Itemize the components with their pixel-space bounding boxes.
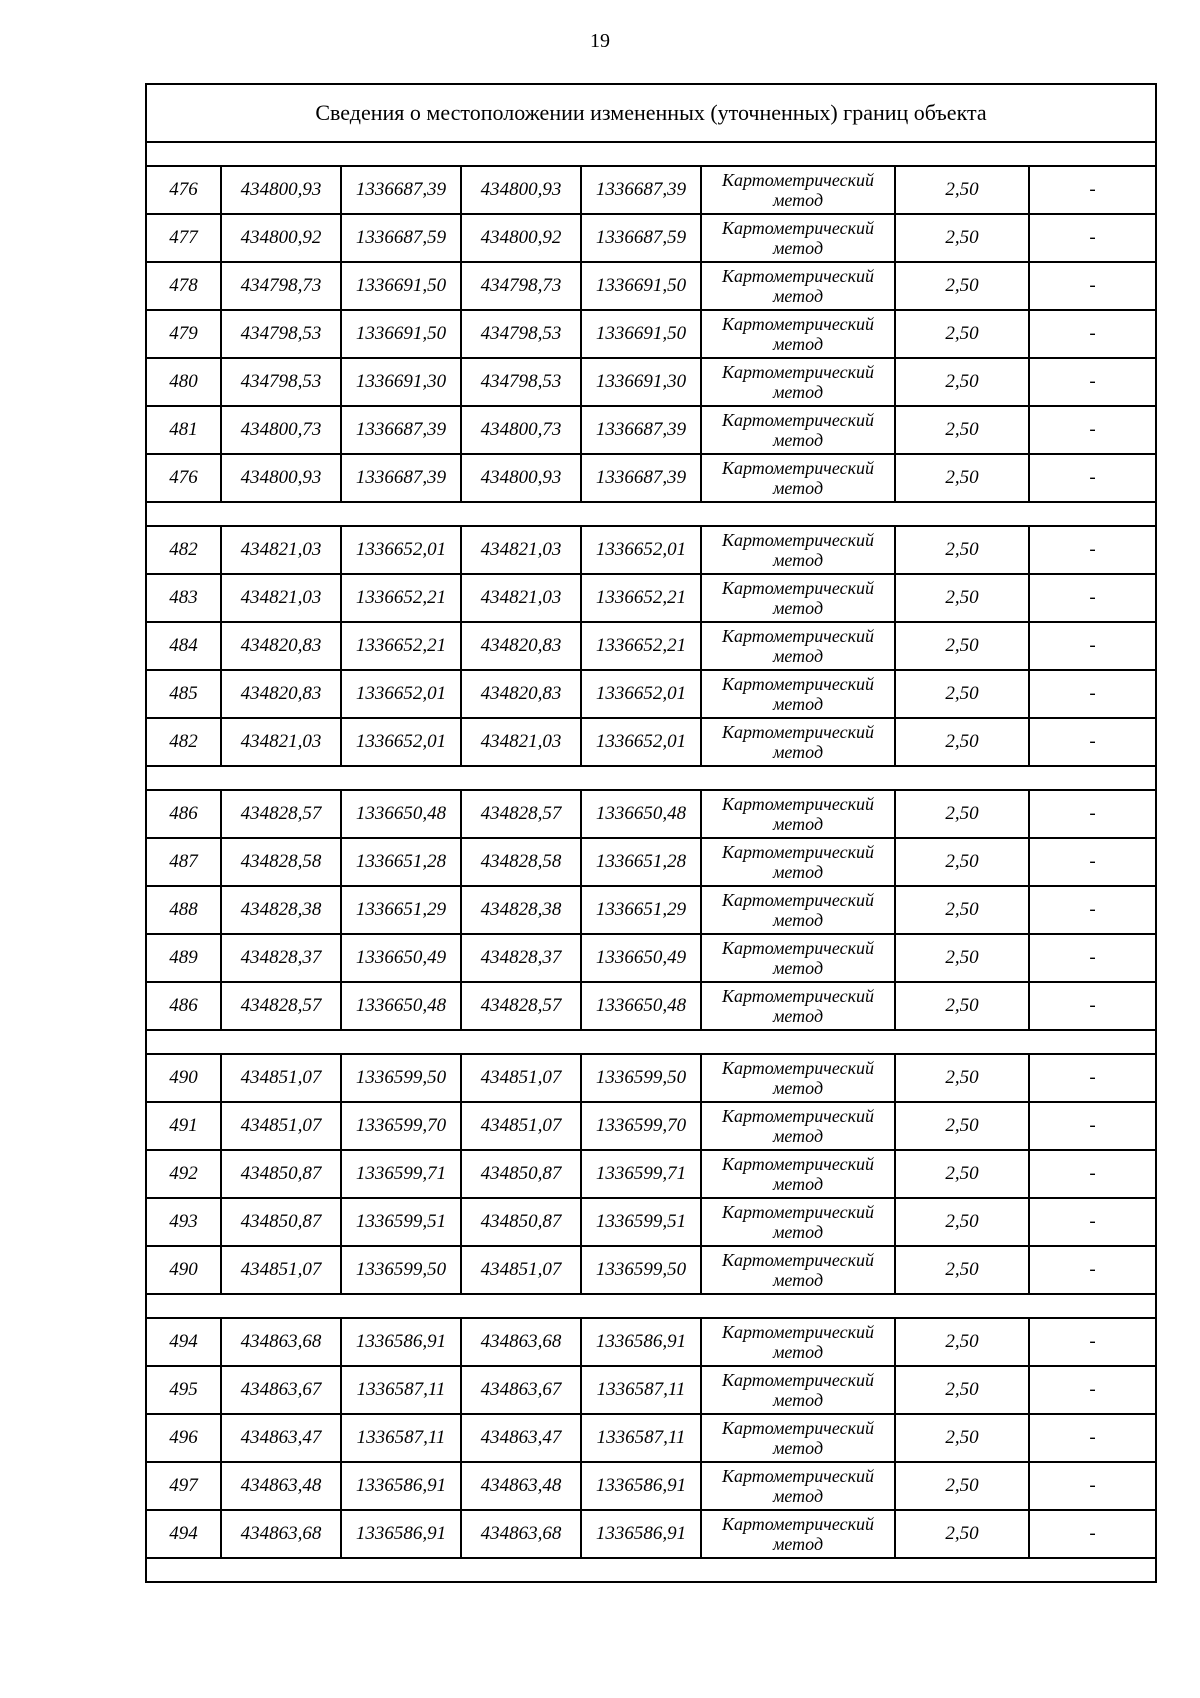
refined-x-cell: 434798,53 <box>461 358 581 406</box>
group-separator-row <box>146 1294 1156 1318</box>
existing-x-cell: 434863,47 <box>221 1414 341 1462</box>
existing-y-cell: 1336651,28 <box>341 838 461 886</box>
method-cell: Картометрический метод <box>701 310 895 358</box>
accuracy-cell: 2,50 <box>895 166 1029 214</box>
note-cell: - <box>1029 406 1156 454</box>
refined-y-cell: 1336691,50 <box>581 310 701 358</box>
existing-y-cell: 1336687,39 <box>341 454 461 502</box>
existing-x-cell: 434863,68 <box>221 1510 341 1558</box>
accuracy-cell: 2,50 <box>895 454 1029 502</box>
accuracy-cell: 2,50 <box>895 358 1029 406</box>
existing-x-cell: 434828,37 <box>221 934 341 982</box>
existing-y-cell: 1336587,11 <box>341 1366 461 1414</box>
group-separator-cell <box>146 142 1156 166</box>
point-number-cell: 487 <box>146 838 221 886</box>
refined-x-cell: 434821,03 <box>461 574 581 622</box>
accuracy-cell: 2,50 <box>895 982 1029 1030</box>
existing-x-cell: 434820,83 <box>221 622 341 670</box>
table-row <box>146 934 1156 982</box>
refined-x-cell: 434863,68 <box>461 1510 581 1558</box>
existing-x-cell: 434863,67 <box>221 1366 341 1414</box>
table-row <box>146 310 1156 358</box>
note-cell: - <box>1029 1150 1156 1198</box>
accuracy-cell: 2,50 <box>895 670 1029 718</box>
table-row <box>146 1318 1156 1366</box>
refined-x-cell: 434863,47 <box>461 1414 581 1462</box>
refined-y-cell: 1336652,21 <box>581 622 701 670</box>
existing-y-cell: 1336652,01 <box>341 526 461 574</box>
accuracy-cell: 2,50 <box>895 214 1029 262</box>
note-cell: - <box>1029 526 1156 574</box>
method-cell: Картометрический метод <box>701 262 895 310</box>
refined-y-cell: 1336586,91 <box>581 1510 701 1558</box>
method-cell: Картометрический метод <box>701 1246 895 1294</box>
refined-x-cell: 434800,73 <box>461 406 581 454</box>
note-cell: - <box>1029 1366 1156 1414</box>
existing-y-cell: 1336691,30 <box>341 358 461 406</box>
existing-x-cell: 434800,93 <box>221 166 341 214</box>
accuracy-cell: 2,50 <box>895 406 1029 454</box>
group-separator-cell <box>146 1558 1156 1582</box>
accuracy-cell: 2,50 <box>895 310 1029 358</box>
existing-y-cell: 1336691,50 <box>341 262 461 310</box>
existing-x-cell: 434850,87 <box>221 1198 341 1246</box>
method-cell: Картометрический метод <box>701 1510 895 1558</box>
refined-x-cell: 434851,07 <box>461 1102 581 1150</box>
refined-y-cell: 1336586,91 <box>581 1462 701 1510</box>
table-row <box>146 1246 1156 1294</box>
refined-y-cell: 1336651,28 <box>581 838 701 886</box>
refined-x-cell: 434863,67 <box>461 1366 581 1414</box>
existing-y-cell: 1336599,71 <box>341 1150 461 1198</box>
refined-x-cell: 434851,07 <box>461 1246 581 1294</box>
existing-x-cell: 434850,87 <box>221 1150 341 1198</box>
method-cell: Картометрический метод <box>701 1462 895 1510</box>
table-row <box>146 1366 1156 1414</box>
table-row <box>146 454 1156 502</box>
point-number-cell: 483 <box>146 574 221 622</box>
existing-y-cell: 1336650,48 <box>341 982 461 1030</box>
existing-y-cell: 1336651,29 <box>341 886 461 934</box>
refined-y-cell: 1336687,39 <box>581 454 701 502</box>
table-row <box>146 526 1156 574</box>
point-number-cell: 478 <box>146 262 221 310</box>
method-cell: Картометрический метод <box>701 886 895 934</box>
note-cell: - <box>1029 1318 1156 1366</box>
accuracy-cell: 2,50 <box>895 526 1029 574</box>
point-number-cell: 494 <box>146 1510 221 1558</box>
refined-x-cell: 434800,93 <box>461 454 581 502</box>
table-row <box>146 262 1156 310</box>
table-row <box>146 838 1156 886</box>
table-row <box>146 718 1156 766</box>
note-cell: - <box>1029 166 1156 214</box>
point-number-cell: 490 <box>146 1246 221 1294</box>
existing-y-cell: 1336586,91 <box>341 1510 461 1558</box>
existing-x-cell: 434798,53 <box>221 310 341 358</box>
refined-y-cell: 1336599,50 <box>581 1054 701 1102</box>
method-cell: Картометрический метод <box>701 718 895 766</box>
refined-y-cell: 1336599,71 <box>581 1150 701 1198</box>
group-separator-row <box>146 502 1156 526</box>
existing-x-cell: 434828,57 <box>221 790 341 838</box>
table-row <box>146 982 1156 1030</box>
method-cell: Картометрический метод <box>701 670 895 718</box>
existing-y-cell: 1336652,21 <box>341 622 461 670</box>
table-title-row <box>146 84 1156 142</box>
accuracy-cell: 2,50 <box>895 622 1029 670</box>
point-number-cell: 495 <box>146 1366 221 1414</box>
existing-x-cell: 434828,57 <box>221 982 341 1030</box>
note-cell: - <box>1029 622 1156 670</box>
table-row <box>146 214 1156 262</box>
method-cell: Картометрический метод <box>701 1198 895 1246</box>
refined-x-cell: 434800,92 <box>461 214 581 262</box>
method-cell: Картометрический метод <box>701 1150 895 1198</box>
refined-y-cell: 1336587,11 <box>581 1414 701 1462</box>
point-number-cell: 476 <box>146 166 221 214</box>
table-row <box>146 670 1156 718</box>
existing-y-cell: 1336687,59 <box>341 214 461 262</box>
existing-x-cell: 434800,92 <box>221 214 341 262</box>
refined-y-cell: 1336652,01 <box>581 526 701 574</box>
table-row <box>146 166 1156 214</box>
method-cell: Картометрический метод <box>701 358 895 406</box>
group-separator-cell <box>146 502 1156 526</box>
table-row <box>146 886 1156 934</box>
table-row <box>146 790 1156 838</box>
group-separator-cell <box>146 766 1156 790</box>
note-cell: - <box>1029 982 1156 1030</box>
table-row <box>146 1102 1156 1150</box>
existing-y-cell: 1336650,49 <box>341 934 461 982</box>
refined-x-cell: 434850,87 <box>461 1198 581 1246</box>
refined-y-cell: 1336586,91 <box>581 1318 701 1366</box>
point-number-cell: 496 <box>146 1414 221 1462</box>
note-cell: - <box>1029 1414 1156 1462</box>
table-row <box>146 1510 1156 1558</box>
existing-y-cell: 1336599,50 <box>341 1246 461 1294</box>
method-cell: Картометрический метод <box>701 1414 895 1462</box>
refined-y-cell: 1336599,70 <box>581 1102 701 1150</box>
note-cell: - <box>1029 310 1156 358</box>
existing-x-cell: 434828,38 <box>221 886 341 934</box>
group-separator-row <box>146 766 1156 790</box>
note-cell: - <box>1029 670 1156 718</box>
table-row <box>146 1414 1156 1462</box>
note-cell: - <box>1029 574 1156 622</box>
note-cell: - <box>1029 358 1156 406</box>
note-cell: - <box>1029 1462 1156 1510</box>
method-cell: Картометрический метод <box>701 406 895 454</box>
existing-x-cell: 434851,07 <box>221 1102 341 1150</box>
refined-y-cell: 1336687,39 <box>581 406 701 454</box>
refined-x-cell: 434851,07 <box>461 1054 581 1102</box>
refined-x-cell: 434798,53 <box>461 310 581 358</box>
point-number-cell: 477 <box>146 214 221 262</box>
accuracy-cell: 2,50 <box>895 886 1029 934</box>
method-cell: Картометрический метод <box>701 1318 895 1366</box>
refined-x-cell: 434821,03 <box>461 718 581 766</box>
refined-x-cell: 434828,37 <box>461 934 581 982</box>
existing-x-cell: 434800,73 <box>221 406 341 454</box>
refined-y-cell: 1336652,01 <box>581 718 701 766</box>
point-number-cell: 476 <box>146 454 221 502</box>
existing-x-cell: 434820,83 <box>221 670 341 718</box>
group-separator-row <box>146 1030 1156 1054</box>
table-row <box>146 574 1156 622</box>
existing-x-cell: 434821,03 <box>221 526 341 574</box>
note-cell: - <box>1029 1510 1156 1558</box>
refined-y-cell: 1336652,01 <box>581 670 701 718</box>
method-cell: Картометрический метод <box>701 622 895 670</box>
existing-x-cell: 434821,03 <box>221 574 341 622</box>
accuracy-cell: 2,50 <box>895 838 1029 886</box>
coordinates-table <box>145 83 1157 1583</box>
existing-x-cell: 434851,07 <box>221 1246 341 1294</box>
method-cell: Картометрический метод <box>701 454 895 502</box>
existing-x-cell: 434821,03 <box>221 718 341 766</box>
refined-x-cell: 434821,03 <box>461 526 581 574</box>
accuracy-cell: 2,50 <box>895 1366 1029 1414</box>
existing-y-cell: 1336687,39 <box>341 166 461 214</box>
point-number-cell: 492 <box>146 1150 221 1198</box>
point-number-cell: 482 <box>146 526 221 574</box>
refined-y-cell: 1336691,30 <box>581 358 701 406</box>
refined-y-cell: 1336652,21 <box>581 574 701 622</box>
accuracy-cell: 2,50 <box>895 1054 1029 1102</box>
point-number-cell: 480 <box>146 358 221 406</box>
method-cell: Картометрический метод <box>701 166 895 214</box>
note-cell: - <box>1029 1054 1156 1102</box>
accuracy-cell: 2,50 <box>895 574 1029 622</box>
existing-x-cell: 434828,58 <box>221 838 341 886</box>
refined-y-cell: 1336599,51 <box>581 1198 701 1246</box>
point-number-cell: 486 <box>146 790 221 838</box>
accuracy-cell: 2,50 <box>895 934 1029 982</box>
existing-y-cell: 1336652,21 <box>341 574 461 622</box>
note-cell: - <box>1029 790 1156 838</box>
existing-y-cell: 1336586,91 <box>341 1462 461 1510</box>
refined-x-cell: 434828,58 <box>461 838 581 886</box>
method-cell: Картометрический метод <box>701 934 895 982</box>
refined-y-cell: 1336651,29 <box>581 886 701 934</box>
refined-x-cell: 434800,93 <box>461 166 581 214</box>
refined-x-cell: 434828,57 <box>461 790 581 838</box>
existing-y-cell: 1336652,01 <box>341 670 461 718</box>
refined-y-cell: 1336599,50 <box>581 1246 701 1294</box>
refined-y-cell: 1336650,49 <box>581 934 701 982</box>
note-cell: - <box>1029 1102 1156 1150</box>
note-cell: - <box>1029 718 1156 766</box>
method-cell: Картометрический метод <box>701 982 895 1030</box>
existing-x-cell: 434851,07 <box>221 1054 341 1102</box>
accuracy-cell: 2,50 <box>895 790 1029 838</box>
accuracy-cell: 2,50 <box>895 262 1029 310</box>
refined-y-cell: 1336650,48 <box>581 790 701 838</box>
table-row <box>146 1462 1156 1510</box>
existing-y-cell: 1336687,39 <box>341 406 461 454</box>
point-number-cell: 493 <box>146 1198 221 1246</box>
method-cell: Картометрический метод <box>701 214 895 262</box>
refined-x-cell: 434820,83 <box>461 670 581 718</box>
note-cell: - <box>1029 1198 1156 1246</box>
existing-y-cell: 1336599,50 <box>341 1054 461 1102</box>
point-number-cell: 491 <box>146 1102 221 1150</box>
method-cell: Картометрический метод <box>701 1102 895 1150</box>
table-row <box>146 1198 1156 1246</box>
refined-y-cell: 1336691,50 <box>581 262 701 310</box>
existing-y-cell: 1336691,50 <box>341 310 461 358</box>
note-cell: - <box>1029 886 1156 934</box>
point-number-cell: 488 <box>146 886 221 934</box>
refined-x-cell: 434798,73 <box>461 262 581 310</box>
table-row <box>146 358 1156 406</box>
accuracy-cell: 2,50 <box>895 1414 1029 1462</box>
point-number-cell: 481 <box>146 406 221 454</box>
existing-y-cell: 1336599,51 <box>341 1198 461 1246</box>
point-number-cell: 482 <box>146 718 221 766</box>
refined-x-cell: 434820,83 <box>461 622 581 670</box>
point-number-cell: 497 <box>146 1462 221 1510</box>
refined-y-cell: 1336687,59 <box>581 214 701 262</box>
existing-y-cell: 1336587,11 <box>341 1414 461 1462</box>
accuracy-cell: 2,50 <box>895 1462 1029 1510</box>
accuracy-cell: 2,50 <box>895 1246 1029 1294</box>
refined-x-cell: 434863,68 <box>461 1318 581 1366</box>
refined-y-cell: 1336587,11 <box>581 1366 701 1414</box>
refined-x-cell: 434850,87 <box>461 1150 581 1198</box>
group-separator-row <box>146 142 1156 166</box>
point-number-cell: 494 <box>146 1318 221 1366</box>
refined-x-cell: 434828,57 <box>461 982 581 1030</box>
group-separator-row <box>146 1558 1156 1582</box>
accuracy-cell: 2,50 <box>895 1510 1029 1558</box>
method-cell: Картометрический метод <box>701 526 895 574</box>
point-number-cell: 490 <box>146 1054 221 1102</box>
refined-y-cell: 1336687,39 <box>581 166 701 214</box>
existing-x-cell: 434800,93 <box>221 454 341 502</box>
accuracy-cell: 2,50 <box>895 1150 1029 1198</box>
group-separator-cell <box>146 1030 1156 1054</box>
method-cell: Картометрический метод <box>701 1054 895 1102</box>
existing-x-cell: 434863,68 <box>221 1318 341 1366</box>
method-cell: Картометрический метод <box>701 790 895 838</box>
existing-x-cell: 434798,53 <box>221 358 341 406</box>
method-cell: Картометрический метод <box>701 574 895 622</box>
method-cell: Картометрический метод <box>701 1366 895 1414</box>
page-number: 19 <box>590 30 610 52</box>
method-cell: Картометрический метод <box>701 838 895 886</box>
note-cell: - <box>1029 262 1156 310</box>
point-number-cell: 489 <box>146 934 221 982</box>
note-cell: - <box>1029 934 1156 982</box>
accuracy-cell: 2,50 <box>895 1102 1029 1150</box>
table-row <box>146 406 1156 454</box>
existing-y-cell: 1336650,48 <box>341 790 461 838</box>
table-title: Сведения о местоположении измененных (уточненных) границ объекта <box>146 84 1156 142</box>
refined-x-cell: 434828,38 <box>461 886 581 934</box>
note-cell: - <box>1029 838 1156 886</box>
table-row <box>146 1054 1156 1102</box>
refined-x-cell: 434863,48 <box>461 1462 581 1510</box>
existing-x-cell: 434798,73 <box>221 262 341 310</box>
existing-y-cell: 1336586,91 <box>341 1318 461 1366</box>
existing-x-cell: 434863,48 <box>221 1462 341 1510</box>
table-row <box>146 1150 1156 1198</box>
accuracy-cell: 2,50 <box>895 1198 1029 1246</box>
accuracy-cell: 2,50 <box>895 718 1029 766</box>
table-row <box>146 622 1156 670</box>
note-cell: - <box>1029 1246 1156 1294</box>
existing-y-cell: 1336599,70 <box>341 1102 461 1150</box>
note-cell: - <box>1029 214 1156 262</box>
note-cell: - <box>1029 454 1156 502</box>
refined-y-cell: 1336650,48 <box>581 982 701 1030</box>
point-number-cell: 484 <box>146 622 221 670</box>
existing-y-cell: 1336652,01 <box>341 718 461 766</box>
point-number-cell: 485 <box>146 670 221 718</box>
point-number-cell: 479 <box>146 310 221 358</box>
accuracy-cell: 2,50 <box>895 1318 1029 1366</box>
group-separator-cell <box>146 1294 1156 1318</box>
point-number-cell: 486 <box>146 982 221 1030</box>
